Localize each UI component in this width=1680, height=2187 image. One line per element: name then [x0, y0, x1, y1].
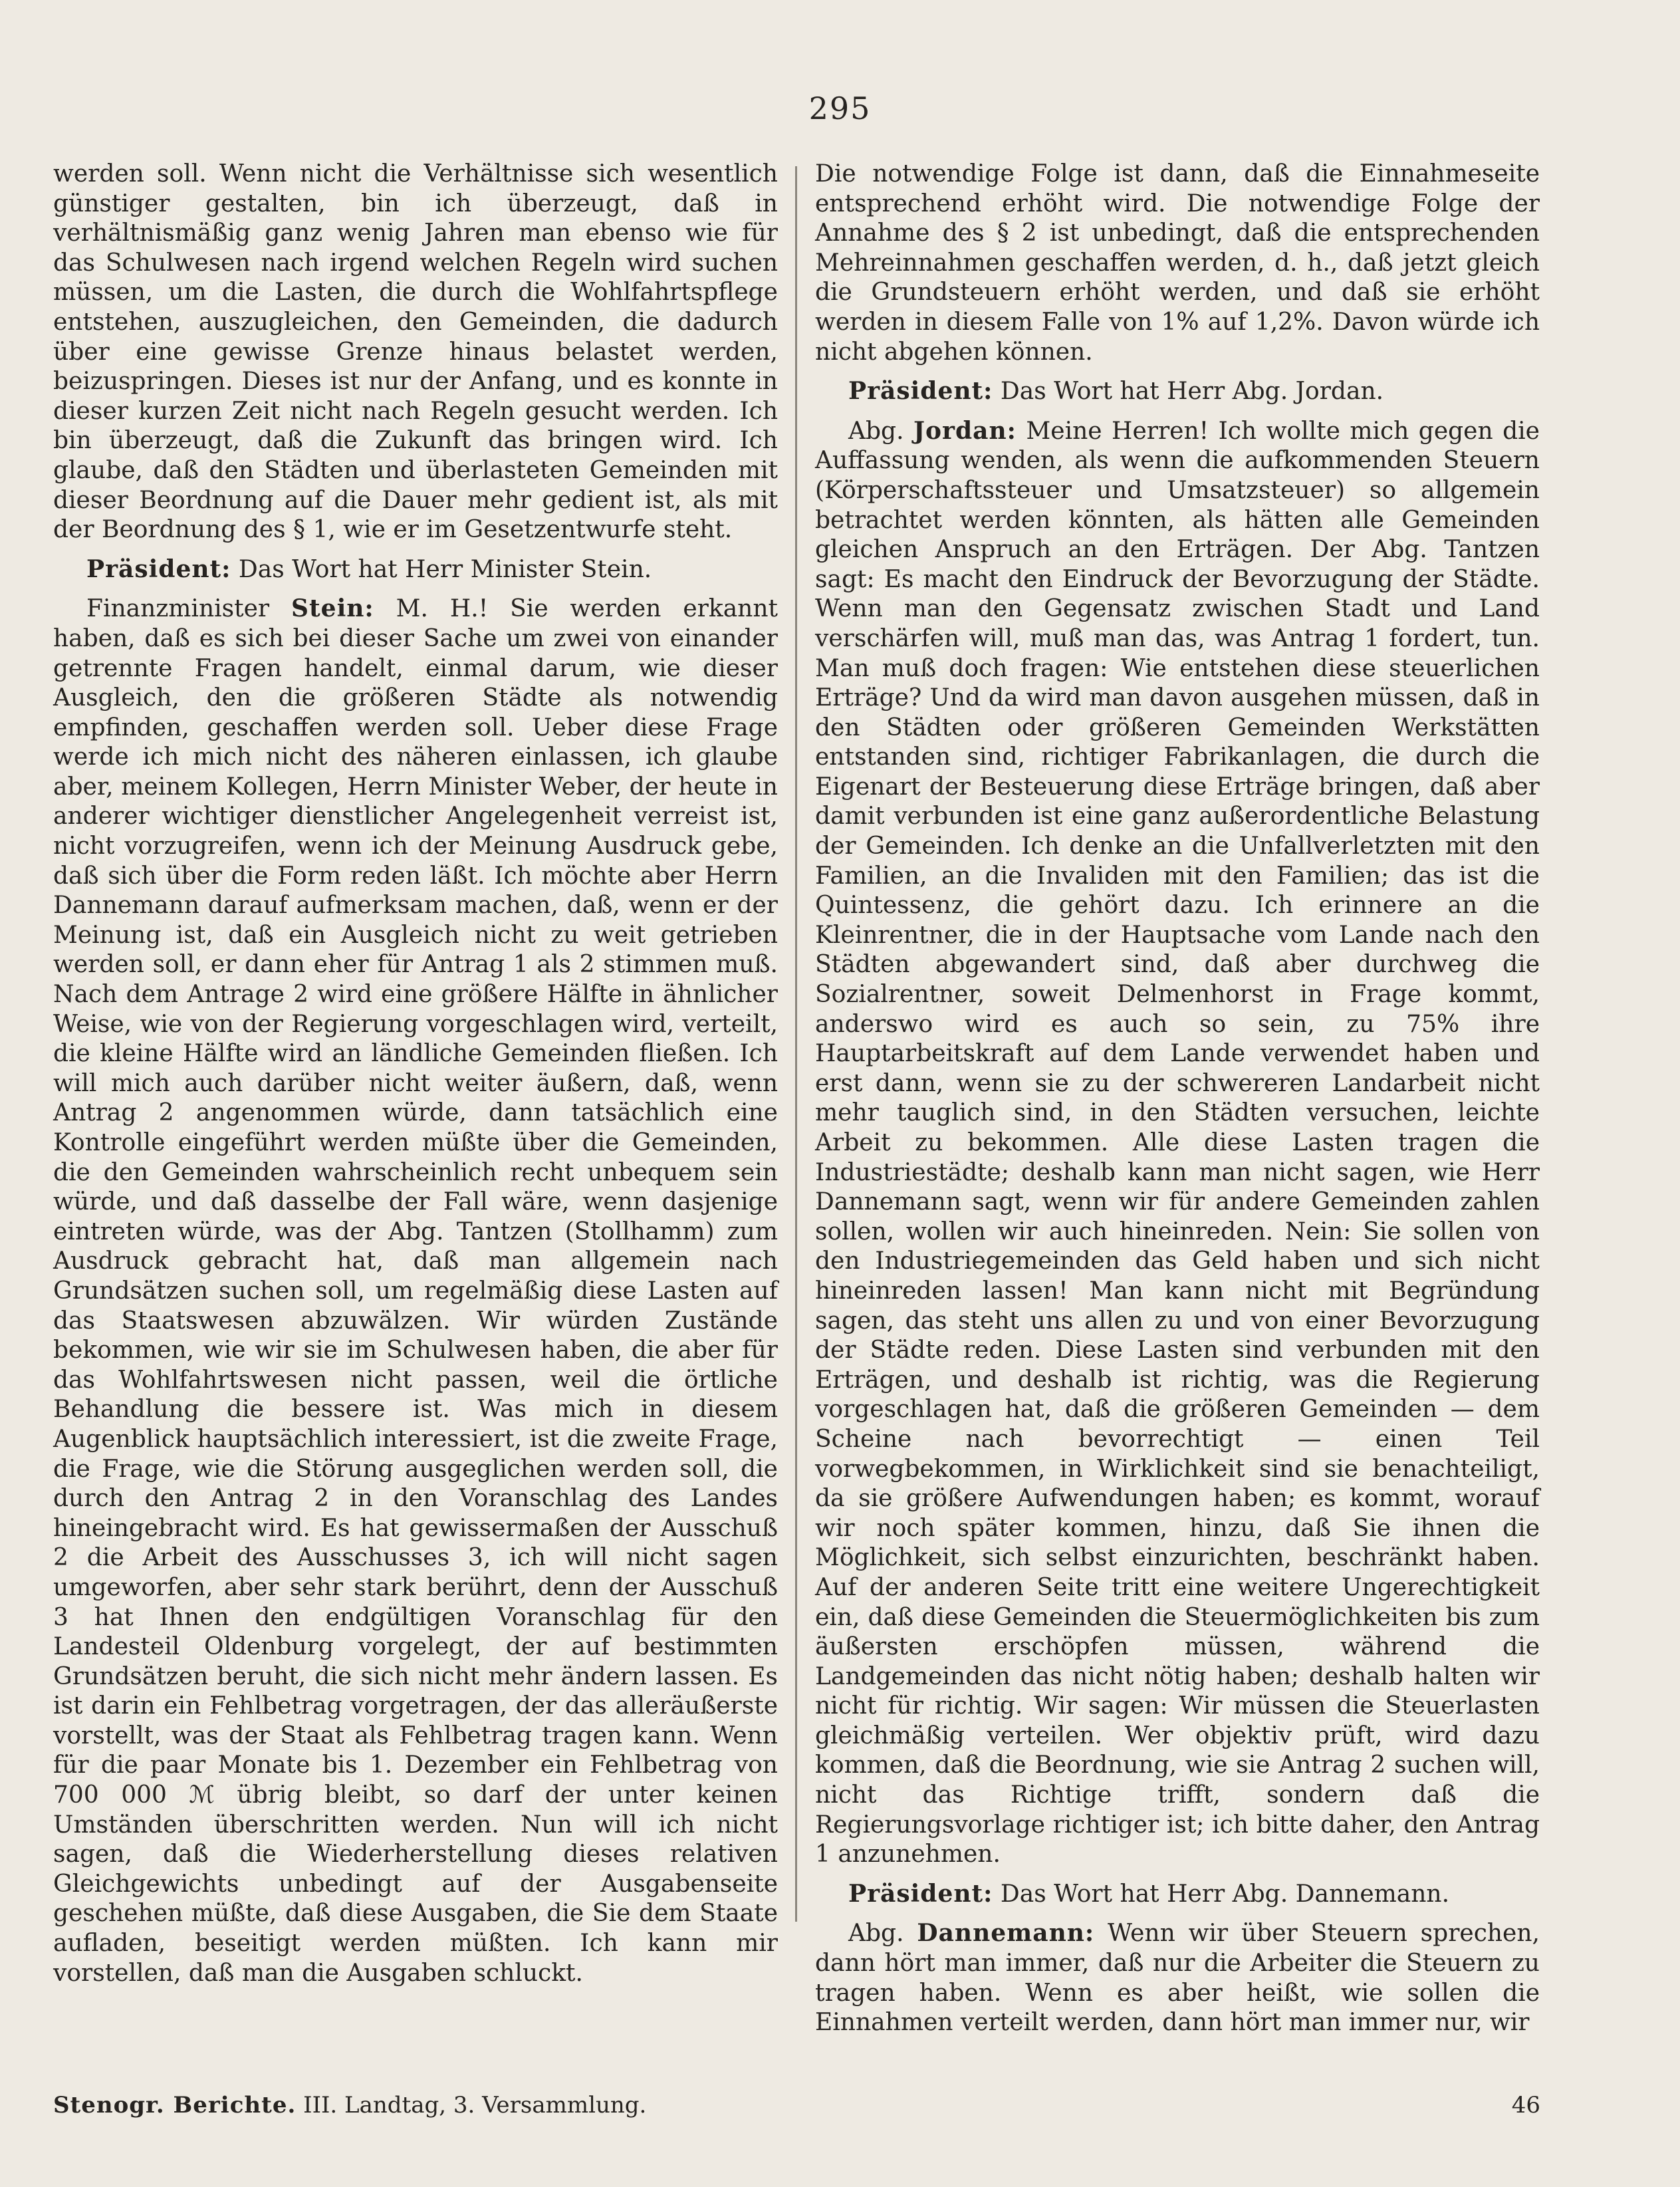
speech-text: Das Wort hat Herr Abg. Dannemann. [993, 1880, 1450, 1908]
speech-paragraph [53, 555, 778, 585]
continuation-paragraph: werden soll. Wenn nicht die Verhältnisse sich wesentlich günstiger gestalten, bin ich überzeugt, daß in verhältnismäßig ganz wenig Jahren man ebenso wie für das Schulwesen nach irgend welchen Regeln wird suchen müssen, um die Lasten, die durch die Wohlfahrtspflege entstehen, auszugleichen, den Gemeinden, die dadurch über eine gewisse Grenze hinaus belastet werden, beizuspringen. Dieses ist nur der Anfang, und es konnte in dieser kurzen Zeit nicht nach Regeln gesucht werden. Ich bin überzeugt, daß die Zukunft das bringen wird. Ich glaube, daß den Städten und überlasteten Gemeinden mit dieser Beordnung auf die Dauer mehr gedient ist, als mit der Beordnung des § 1, wie er im Gesetzentwurfe steht. [53, 160, 778, 544]
continuation-paragraph: Die notwendige Folge ist dann, daß die Einnahmeseite entsprechend erhöht wird. Die notwendige Folge der Annahme des § 2 ist unbedingt, daß die entsprechenden Mehreinnahmen geschaffen werden, d. h., daß jetzt gleich die Grundsteuern erhöht werden, und daß sie erhöht werden in diesem Falle von 1% auf 1,2%. Davon würde ich nicht abgehen können. [815, 160, 1540, 366]
speech-text: Das Wort hat Herr Abg. Jordan. [993, 378, 1384, 406]
speaker-title: Finanzminister [86, 595, 292, 623]
footer-source [53, 2092, 646, 2119]
speech-text: Das Wort hat Herr Minister Stein. [231, 555, 652, 583]
speech-paragraph [815, 1918, 1540, 2037]
speech-text: Meine Herren! Ich wollte mich gegen die Auffassung wenden, als wenn die aufkommenden Steuern (Körperschaftssteuer und Umsatzsteuer) so allgemein betrachtet werden könnten, als hätten alle Gemeinden gleichen Anspruch an den Erträgen. Der Abg. Tantzen sagt: Es macht den Eindruck der Bevorzugung der Städte. Wenn man den Gegensatz zwischen Stadt und Land verschärfen will, muß man das, was Antrag 1 fordert, tun. Man muß doch fragen: Wie entstehen diese steuerlichen Erträge? Und da wird man davon ausgehen müssen, daß in den Städten oder größeren Gemeinden Werkstätten entstanden sind, richtiger Fabrikanlagen, die durch die Eigenart der Besteuerung diese Erträge bringen, daß aber damit verbunden ist eine ganz außerordentliche Belastung der Gemeinden. Ich denke an die Unfallverletzten mit den Familien, an die Invaliden mit den Familien; das ist die Quintessenz, die gehört dazu. Ich erinnere an die Kleinrentner, die in der Hauptsache vom Lande nach den Städten abgewandert sind, daß aber durchweg die Sozialrentner, soweit Delmenhorst in Frage kommt, anderswo wird es auch so sein, zu 75% ihre Hauptarbeitskraft auf dem Lande verwendet haben und erst dann, wenn sie zu der schwereren Landarbeit nicht mehr tauglich sind, in den Städten versuchen, leichte Arbeit zu bekommen. Alle diese Lasten tragen die Industriestädte; deshalb kann man nicht sagen, wie Herr Dannemann sagt, wenn wir für andere Gemeinden zahlen sollen, wollen wir auch hineinreden. Nein: Sie sollen von den Industriegemeinden das Geld haben und sich nicht hineinreden lassen! Man kann nicht mit Begründung sagen, das steht uns allen zu und von einer Bevorzugung der Städte reden. Diese Lasten sind verbunden mit den Erträgen, und deshalb ist richtig, was die Regierung vorgeschlagen hat, daß die größeren Gemeinden — dem Scheine nach bevorrechtigt — einen Teil vorwegbekommen, in Wirklichkeit sind sie benachteiligt, da sie größere Aufwendungen haben; es kommt, worauf wir noch später kommen, hinzu, daß Sie ihnen die Möglichkeit, sich selbst einzurichten, beschränkt haben. Auf der anderen Seite tritt eine weitere Ungerechtigkeit ein, daß diese Gemeinden die Steuermöglichkeiten bis zum äußersten erschöpfen müssen, während die Landgemeinden das nicht nötig haben; deshalb halten wir nicht für richtig. Wir sagen: Wir müssen die Steuerlasten gleichmäßig verteilen. Wer objektiv prüft, wird dazu kommen, daß die Beordnung, wie sie Antrag 2 suchen will, nicht das Richtige trifft, sondern daß die Regierungsvorlage richtiger ist; ich bitte daher, den Antrag 1 anzunehmen. [815, 417, 1540, 1868]
speech-paragraph [815, 416, 1540, 1870]
footer-sheet-number: 46 [1511, 2092, 1540, 2119]
page-footer [53, 2092, 1540, 2119]
speaker-title: Abg. [848, 417, 913, 445]
footer-label: Stenogr. Berichte. [53, 2092, 297, 2119]
speaker-name: Präsident: [848, 377, 993, 406]
speaker-name: Jordan: [913, 416, 1017, 445]
speaker-name: Präsident: [848, 1879, 993, 1908]
left-column [53, 160, 778, 1995]
speech-paragraph [815, 1879, 1540, 1910]
footer-info: III. Landtag, 3. Versammlung. [303, 2092, 647, 2119]
speech-text: M. H.! Sie werden erkannt haben, daß es sich bei dieser Sache um zwei von einander getrennte Fragen handelt, einmal darum, wie dieser Ausgleich, den die größeren Städte als notwendig empfinden, geschaffen werden soll. Ueber diese Frage werde ich mich nicht des näheren einlassen, ich glaube aber, meinem Kollegen, Herrn Minister Weber, der heute in anderer wichtiger dienstlicher Angelegenheit verreist ist, nicht vorzugreifen, wenn ich der Meinung Ausdruck gebe, daß sich über die Form reden läßt. Ich möchte aber Herrn Dannemann darauf aufmerksam machen, daß, wenn er der Meinung ist, daß ein Ausgleich nicht zu weit getrieben werden soll, er dann eher für Antrag 1 als 2 stimmen muß. Nach dem Antrage 2 wird eine größere Hälfte in ähnlicher Weise, wie von der Regierung vorgeschlagen wird, verteilt, die kleine Hälfte wird an ländliche Gemeinden fließen. Ich will mich auch darüber nicht weiter äußern, daß, wenn Antrag 2 angenommen würde, dann tatsächlich eine Kontrolle eingeführt werden müßte über die Gemeinden, die den Gemeinden wahrscheinlich recht unbequem sein würde, und daß dasselbe der Fall wäre, wenn dasjenige eintreten würde, was der Abg. Tantzen (Stollhamm) zum Ausdruck gebracht hat, daß man allgemein nach Grundsätzen suchen soll, um regelmäßig diese Lasten auf das Staatswesen abzuwälzen. Wir würden Zustände bekommen, wie wir sie im Schulwesen haben, die aber für das Wohlfahrtswesen nicht passen, weil die örtliche Behandlung die bessere ist. Was mich in diesem Augenblick hauptsächlich interessiert, ist die zweite Frage, die Frage, wie die Störung ausgeglichen werden soll, die durch den Antrag 2 in den Voranschlag des Landes hineingebracht wird. Es hat gewissermaßen der Ausschuß 2 die Arbeit des Ausschusses 3, ich will nicht sagen umgeworfen, aber sehr stark berührt, denn der Ausschuß 3 hat Ihnen den endgültigen Voranschlag für den Landesteil Oldenburg vorgelegt, der auf bestimmten Grundsätzen beruht, die sich nicht mehr ändern lassen. Es ist darin ein Fehlbetrag vorgetragen, der das alleräußerste vorstellt, was der Staat als Fehlbetrag tragen kann. Wenn für die paar Monate bis 1. Dezember ein Fehlbetrag von 700 000 ℳ übrig bleibt, so darf der unter keinen Umständen überschritten werden. Nun will ich nicht sagen, daß die Wiederherstellung dieses relativen Gleichgewichts unbedingt auf der Ausgabenseite geschehen müßte, daß diese Ausgaben, die Sie dem Staate aufladen, beseitigt werden müßten. Ich kann mir vorstellen, daß man die Ausgaben schluckt. [53, 595, 778, 1987]
speaker-title: Abg. [848, 1920, 917, 1948]
speech-paragraph [815, 376, 1540, 407]
speech-text: Wenn wir über Steuern sprechen, dann hört man immer, daß nur die Arbeiter die Steuern zu tragen haben. Wenn es aber heißt, wie sollen die Einnahmen verteilt werden, dann hört man immer nur, wir [815, 1920, 1540, 2037]
speech-paragraph [53, 594, 778, 1988]
speaker-name: Stein: [291, 594, 374, 623]
page-number: 295 [808, 90, 872, 126]
speaker-name: Präsident: [86, 555, 231, 583]
right-column [815, 160, 1540, 2045]
column-divider [795, 166, 797, 1922]
speaker-name: Dannemann: [917, 1919, 1095, 1948]
